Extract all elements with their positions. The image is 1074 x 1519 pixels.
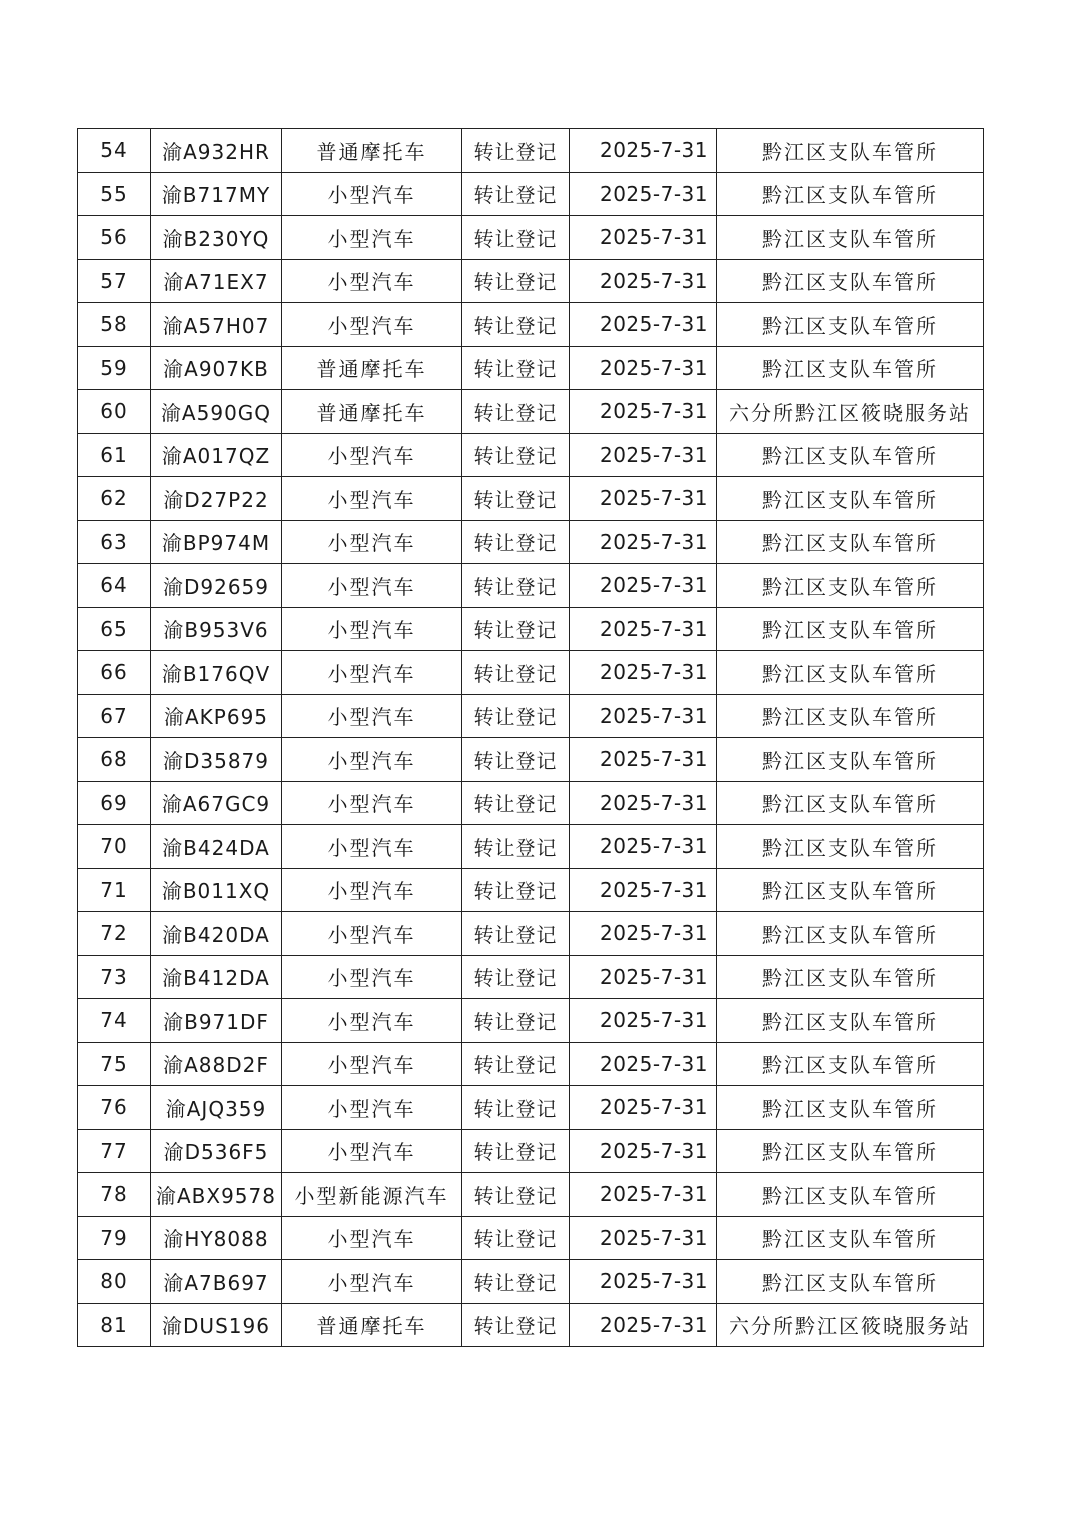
row-number-cell: 74 [78, 999, 151, 1043]
office-cell: 黔江区支队车管所 [717, 607, 984, 651]
row-number-cell: 69 [78, 781, 151, 825]
vehicle-type-cell: 小型汽车 [282, 216, 462, 260]
vehicle-type-cell: 小型汽车 [282, 912, 462, 956]
plate-number-cell: 渝A57H07 [151, 303, 282, 347]
row-number-cell: 63 [78, 520, 151, 564]
office-cell: 黔江区支队车管所 [717, 912, 984, 956]
office-cell: 黔江区支队车管所 [717, 346, 984, 390]
date-cell: 2025-7-31 [570, 912, 717, 956]
row-number-cell: 59 [78, 346, 151, 390]
business-type-cell: 转让登记 [462, 303, 570, 347]
business-type-cell: 转让登记 [462, 1086, 570, 1130]
office-cell: 黔江区支队车管所 [717, 129, 984, 173]
row-number-cell: 78 [78, 1173, 151, 1217]
row-number-cell: 66 [78, 651, 151, 695]
plate-number-cell: 渝A71EX7 [151, 259, 282, 303]
vehicle-type-cell: 小型汽车 [282, 303, 462, 347]
row-number-cell: 54 [78, 129, 151, 173]
plate-number-cell: 渝B971DF [151, 999, 282, 1043]
business-type-cell: 转让登记 [462, 477, 570, 521]
table-row [78, 868, 984, 912]
business-type-cell: 转让登记 [462, 172, 570, 216]
records-table [77, 128, 984, 1347]
row-number-cell: 58 [78, 303, 151, 347]
plate-number-cell: 渝D27P22 [151, 477, 282, 521]
plate-number-cell: 渝B420DA [151, 912, 282, 956]
row-number-cell: 67 [78, 694, 151, 738]
office-cell: 黔江区支队车管所 [717, 259, 984, 303]
vehicle-type-cell: 小型汽车 [282, 694, 462, 738]
table-row [78, 346, 984, 390]
table-row [78, 1303, 984, 1347]
plate-number-cell: 渝B176QV [151, 651, 282, 695]
vehicle-type-cell: 小型汽车 [282, 1086, 462, 1130]
office-cell: 黔江区支队车管所 [717, 694, 984, 738]
vehicle-type-cell: 小型汽车 [282, 259, 462, 303]
business-type-cell: 转让登记 [462, 912, 570, 956]
business-type-cell: 转让登记 [462, 1303, 570, 1347]
row-number-cell: 60 [78, 390, 151, 434]
row-number-cell: 72 [78, 912, 151, 956]
office-cell: 黔江区支队车管所 [717, 738, 984, 782]
row-number-cell: 56 [78, 216, 151, 260]
plate-number-cell: 渝BP974M [151, 520, 282, 564]
business-type-cell: 转让登记 [462, 607, 570, 651]
table-row [78, 912, 984, 956]
vehicle-type-cell: 小型新能源汽车 [282, 1173, 462, 1217]
date-cell: 2025-7-31 [570, 1042, 717, 1086]
table-row [78, 1042, 984, 1086]
plate-number-cell: 渝B717MY [151, 172, 282, 216]
office-cell: 黔江区支队车管所 [717, 564, 984, 608]
office-cell: 黔江区支队车管所 [717, 1042, 984, 1086]
plate-number-cell: 渝B953V6 [151, 607, 282, 651]
date-cell: 2025-7-31 [570, 477, 717, 521]
business-type-cell: 转让登记 [462, 433, 570, 477]
office-cell: 黔江区支队车管所 [717, 1216, 984, 1260]
business-type-cell: 转让登记 [462, 216, 570, 260]
plate-number-cell: 渝B412DA [151, 955, 282, 999]
plate-number-cell: 渝D35879 [151, 738, 282, 782]
date-cell: 2025-7-31 [570, 303, 717, 347]
business-type-cell: 转让登记 [462, 564, 570, 608]
business-type-cell: 转让登记 [462, 868, 570, 912]
date-cell: 2025-7-31 [570, 172, 717, 216]
vehicle-type-cell: 小型汽车 [282, 1216, 462, 1260]
row-number-cell: 75 [78, 1042, 151, 1086]
office-cell: 黔江区支队车管所 [717, 781, 984, 825]
office-cell: 黔江区支队车管所 [717, 955, 984, 999]
plate-number-cell: 渝D536F5 [151, 1129, 282, 1173]
vehicle-type-cell: 小型汽车 [282, 825, 462, 869]
office-cell: 黔江区支队车管所 [717, 651, 984, 695]
row-number-cell: 65 [78, 607, 151, 651]
plate-number-cell: 渝AJQ359 [151, 1086, 282, 1130]
date-cell: 2025-7-31 [570, 1086, 717, 1130]
table-row [78, 477, 984, 521]
vehicle-type-cell: 小型汽车 [282, 520, 462, 564]
table-row [78, 694, 984, 738]
office-cell: 六分所黔江区筱晓服务站 [717, 1303, 984, 1347]
business-type-cell: 转让登记 [462, 129, 570, 173]
office-cell: 黔江区支队车管所 [717, 303, 984, 347]
plate-number-cell: 渝A67GC9 [151, 781, 282, 825]
vehicle-type-cell: 小型汽车 [282, 1260, 462, 1304]
business-type-cell: 转让登记 [462, 1216, 570, 1260]
plate-number-cell: 渝A932HR [151, 129, 282, 173]
vehicle-type-cell: 小型汽车 [282, 1129, 462, 1173]
date-cell: 2025-7-31 [570, 564, 717, 608]
office-cell: 黔江区支队车管所 [717, 1086, 984, 1130]
vehicle-type-cell: 小型汽车 [282, 738, 462, 782]
business-type-cell: 转让登记 [462, 694, 570, 738]
office-cell: 黔江区支队车管所 [717, 172, 984, 216]
business-type-cell: 转让登记 [462, 1042, 570, 1086]
vehicle-type-cell: 小型汽车 [282, 999, 462, 1043]
business-type-cell: 转让登记 [462, 781, 570, 825]
office-cell: 黔江区支队车管所 [717, 868, 984, 912]
vehicle-type-cell: 小型汽车 [282, 868, 462, 912]
row-number-cell: 62 [78, 477, 151, 521]
date-cell: 2025-7-31 [570, 607, 717, 651]
table-row [78, 172, 984, 216]
row-number-cell: 76 [78, 1086, 151, 1130]
office-cell: 黔江区支队车管所 [717, 216, 984, 260]
plate-number-cell: 渝HY8088 [151, 1216, 282, 1260]
plate-number-cell: 渝D92659 [151, 564, 282, 608]
business-type-cell: 转让登记 [462, 259, 570, 303]
date-cell: 2025-7-31 [570, 694, 717, 738]
plate-number-cell: 渝A017QZ [151, 433, 282, 477]
plate-number-cell: 渝B011XQ [151, 868, 282, 912]
vehicle-type-cell: 小型汽车 [282, 651, 462, 695]
vehicle-type-cell: 普通摩托车 [282, 129, 462, 173]
date-cell: 2025-7-31 [570, 433, 717, 477]
table-row [78, 1260, 984, 1304]
date-cell: 2025-7-31 [570, 1173, 717, 1217]
office-cell: 黔江区支队车管所 [717, 477, 984, 521]
vehicle-type-cell: 普通摩托车 [282, 1303, 462, 1347]
vehicle-type-cell: 小型汽车 [282, 477, 462, 521]
row-number-cell: 81 [78, 1303, 151, 1347]
row-number-cell: 77 [78, 1129, 151, 1173]
vehicle-type-cell: 小型汽车 [282, 1042, 462, 1086]
date-cell: 2025-7-31 [570, 346, 717, 390]
row-number-cell: 57 [78, 259, 151, 303]
date-cell: 2025-7-31 [570, 1216, 717, 1260]
vehicle-type-cell: 普通摩托车 [282, 390, 462, 434]
row-number-cell: 71 [78, 868, 151, 912]
date-cell: 2025-7-31 [570, 1129, 717, 1173]
row-number-cell: 73 [78, 955, 151, 999]
date-cell: 2025-7-31 [570, 738, 717, 782]
table-row [78, 999, 984, 1043]
date-cell: 2025-7-31 [570, 781, 717, 825]
vehicle-type-cell: 小型汽车 [282, 607, 462, 651]
date-cell: 2025-7-31 [570, 955, 717, 999]
vehicle-type-cell: 小型汽车 [282, 433, 462, 477]
office-cell: 黔江区支队车管所 [717, 520, 984, 564]
plate-number-cell: 渝A907KB [151, 346, 282, 390]
date-cell: 2025-7-31 [570, 999, 717, 1043]
date-cell: 2025-7-31 [570, 868, 717, 912]
records-body [78, 129, 984, 1347]
row-number-cell: 80 [78, 1260, 151, 1304]
plate-number-cell: 渝A88D2F [151, 1042, 282, 1086]
business-type-cell: 转让登记 [462, 955, 570, 999]
date-cell: 2025-7-31 [570, 651, 717, 695]
table-row [78, 520, 984, 564]
vehicle-type-cell: 普通摩托车 [282, 346, 462, 390]
plate-number-cell: 渝A7B697 [151, 1260, 282, 1304]
table-row [78, 259, 984, 303]
business-type-cell: 转让登记 [462, 346, 570, 390]
office-cell: 黔江区支队车管所 [717, 433, 984, 477]
date-cell: 2025-7-31 [570, 390, 717, 434]
business-type-cell: 转让登记 [462, 1129, 570, 1173]
table-row [78, 433, 984, 477]
table-row [78, 1086, 984, 1130]
business-type-cell: 转让登记 [462, 651, 570, 695]
business-type-cell: 转让登记 [462, 1173, 570, 1217]
office-cell: 黔江区支队车管所 [717, 999, 984, 1043]
table-row [78, 607, 984, 651]
plate-number-cell: 渝B230YQ [151, 216, 282, 260]
table-row [78, 738, 984, 782]
plate-number-cell: 渝AKP695 [151, 694, 282, 738]
date-cell: 2025-7-31 [570, 520, 717, 564]
office-cell: 六分所黔江区筱晓服务站 [717, 390, 984, 434]
plate-number-cell: 渝B424DA [151, 825, 282, 869]
vehicle-type-cell: 小型汽车 [282, 955, 462, 999]
table-row [78, 303, 984, 347]
date-cell: 2025-7-31 [570, 129, 717, 173]
table-row [78, 651, 984, 695]
plate-number-cell: 渝A590GQ [151, 390, 282, 434]
table-row [78, 216, 984, 260]
date-cell: 2025-7-31 [570, 825, 717, 869]
business-type-cell: 转让登记 [462, 1260, 570, 1304]
vehicle-type-cell: 小型汽车 [282, 564, 462, 608]
row-number-cell: 68 [78, 738, 151, 782]
table-row [78, 825, 984, 869]
row-number-cell: 79 [78, 1216, 151, 1260]
table-row [78, 564, 984, 608]
table-row [78, 1216, 984, 1260]
plate-number-cell: 渝DUS196 [151, 1303, 282, 1347]
business-type-cell: 转让登记 [462, 390, 570, 434]
business-type-cell: 转让登记 [462, 520, 570, 564]
business-type-cell: 转让登记 [462, 738, 570, 782]
table-row [78, 1173, 984, 1217]
vehicle-type-cell: 小型汽车 [282, 172, 462, 216]
row-number-cell: 61 [78, 433, 151, 477]
table-row [78, 1129, 984, 1173]
date-cell: 2025-7-31 [570, 1303, 717, 1347]
date-cell: 2025-7-31 [570, 1260, 717, 1304]
business-type-cell: 转让登记 [462, 825, 570, 869]
table-row [78, 390, 984, 434]
row-number-cell: 64 [78, 564, 151, 608]
row-number-cell: 70 [78, 825, 151, 869]
table-row [78, 781, 984, 825]
date-cell: 2025-7-31 [570, 216, 717, 260]
plate-number-cell: 渝ABX9578 [151, 1173, 282, 1217]
office-cell: 黔江区支队车管所 [717, 825, 984, 869]
office-cell: 黔江区支队车管所 [717, 1173, 984, 1217]
table-row [78, 129, 984, 173]
office-cell: 黔江区支队车管所 [717, 1260, 984, 1304]
business-type-cell: 转让登记 [462, 999, 570, 1043]
date-cell: 2025-7-31 [570, 259, 717, 303]
row-number-cell: 55 [78, 172, 151, 216]
office-cell: 黔江区支队车管所 [717, 1129, 984, 1173]
table-row [78, 955, 984, 999]
vehicle-type-cell: 小型汽车 [282, 781, 462, 825]
